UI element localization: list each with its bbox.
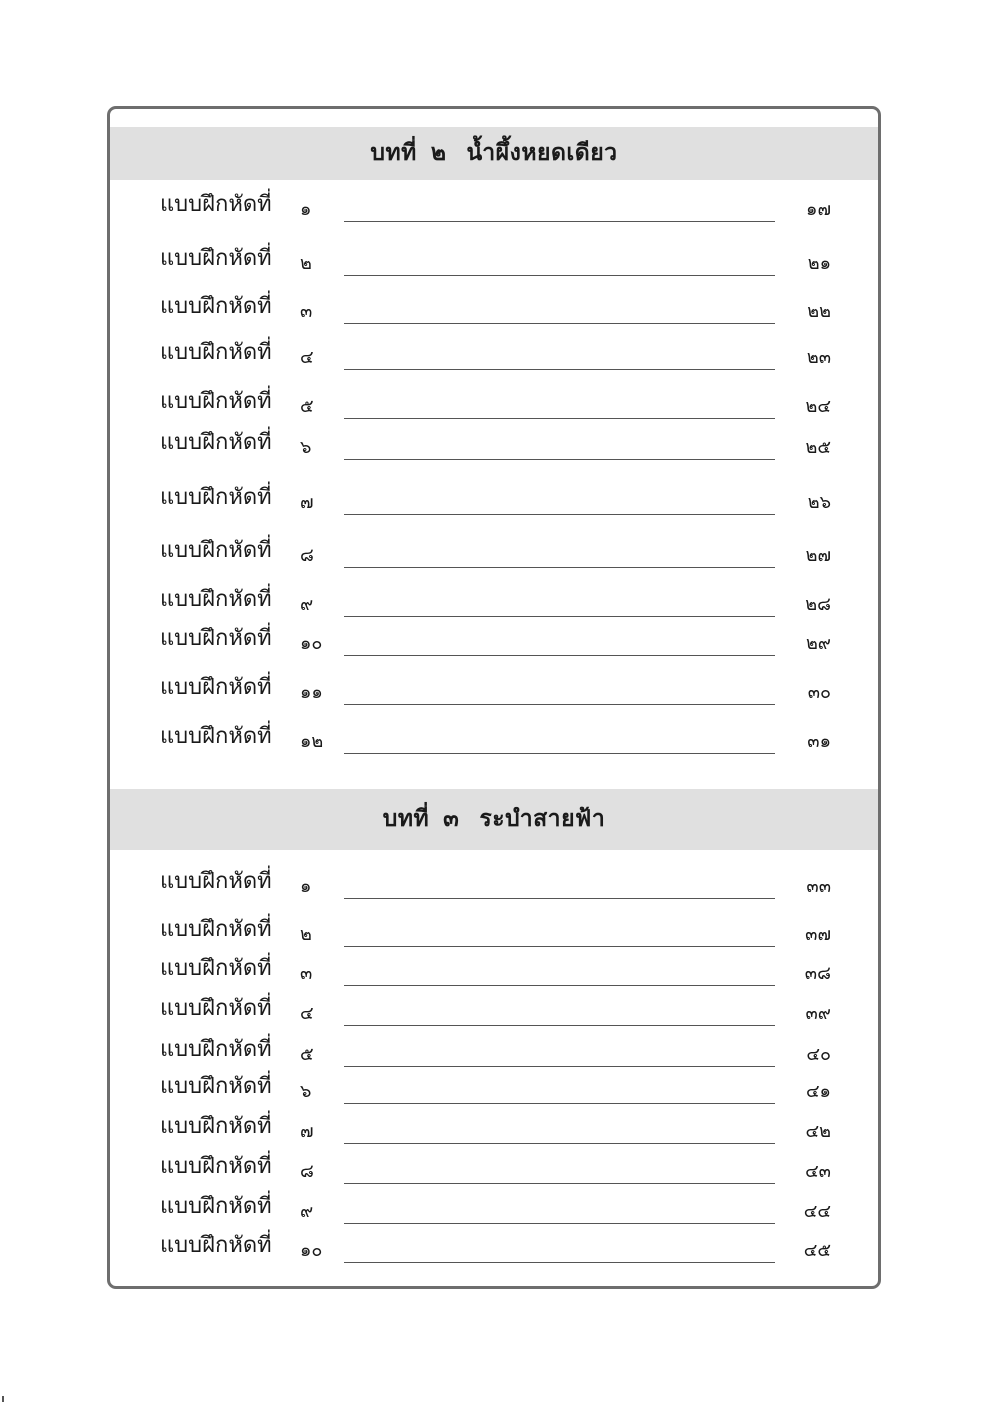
page-number: ๔๓ [805,1161,831,1182]
exercise-number: ๒ [300,924,312,945]
toc-entry[interactable] [110,956,878,992]
leader-line [344,1103,775,1104]
page-number: ๓๑ [807,731,831,752]
exercise-number: ๕ [300,396,314,417]
chapter-header [110,127,878,180]
page-number: ๓๘ [804,963,831,984]
leader-line [344,946,775,947]
page-number: ๒๖ [807,492,831,513]
exercise-number: ๔ [300,347,314,368]
toc-entry[interactable] [110,1074,878,1110]
exercise-number: ๗ [300,492,314,513]
leader-line [344,1223,775,1224]
toc-entry[interactable] [110,246,878,282]
leader-line [344,753,775,754]
chapter-title: น้ำผึ้งหยดเดียว [466,140,618,166]
exercise-number: ๓ [300,301,313,322]
exercise-number: ๑๐ [300,633,323,654]
exercise-label: แบบฝึกหัดที่ [160,956,272,981]
page-number: ๒๕ [805,437,831,458]
exercise-number: ๙ [300,1201,314,1222]
leader-line [344,418,775,419]
leader-line [344,323,775,324]
toc-entry[interactable] [110,996,878,1032]
exercise-number: ๖ [300,1081,312,1102]
exercise-number: ๔ [300,1003,314,1024]
exercise-number: ๘ [300,1161,314,1182]
exercise-label: แบบฝึกหัดที่ [160,1194,272,1219]
exercise-number: ๑๒ [300,731,324,752]
exercise-label: แบบฝึกหัดที่ [160,675,272,700]
exercise-number: ๕ [300,1044,314,1065]
toc-entry[interactable] [110,192,878,228]
exercise-number: ๗ [300,1121,314,1142]
leader-line [344,1183,775,1184]
toc-entry[interactable] [110,1114,878,1150]
toc-entry[interactable] [110,430,878,466]
exercise-number: ๓ [300,963,313,984]
page-number: ๒๔ [805,396,831,417]
exercise-number: ๒ [300,253,312,274]
exercise-label: แบบฝึกหัดที่ [160,340,272,365]
exercise-label: แบบฝึกหัดที่ [160,192,272,217]
leader-line [344,655,775,656]
exercise-number: ๘ [300,545,314,566]
leader-line [344,514,775,515]
toc-entry[interactable] [110,1194,878,1230]
page-number: ๔๕ [803,1240,831,1261]
toc-entry[interactable] [110,340,878,376]
toc-entry[interactable] [110,294,878,330]
chapter-title: ระบำสายฟ้า [479,806,606,832]
leader-line [344,567,775,568]
exercise-label: แบบฝึกหัดที่ [160,869,272,894]
page-number: ๓๐ [807,682,831,703]
exercise-label: แบบฝึกหัดที่ [160,724,272,749]
page-number: ๓๗ [805,924,831,945]
exercise-label: แบบฝึกหัดที่ [160,389,272,414]
exercise-number: ๙ [300,594,314,615]
toc-entry[interactable] [110,626,878,662]
leader-line [344,459,775,460]
leader-line [344,1143,775,1144]
chapter-prefix: บทที่ [370,140,417,166]
leader-line [344,704,775,705]
leader-line [344,1262,775,1263]
toc-entry[interactable] [110,485,878,521]
chapter-prefix: บทที่ [382,806,430,832]
exercise-label: แบบฝึกหัดที่ [160,294,272,319]
exercise-label: แบบฝึกหัดที่ [160,1114,272,1139]
exercise-label: แบบฝึกหัดที่ [160,485,272,510]
exercise-number: ๖ [300,437,312,458]
leader-line [344,898,775,899]
exercise-number: ๑๑ [300,682,323,703]
page-number: ๓๙ [805,1003,831,1024]
exercise-label: แบบฝึกหัดที่ [160,1037,272,1062]
exercise-label: แบบฝึกหัดที่ [160,996,272,1021]
page-number: ๔๐ [806,1044,831,1065]
exercise-label: แบบฝึกหัดที่ [160,246,272,271]
page-number: ๓๓ [806,876,831,897]
page-number: ๒๘ [805,594,831,615]
exercise-label: แบบฝึกหัดที่ [160,626,272,651]
toc-entry[interactable] [110,389,878,425]
leader-line [344,985,775,986]
chapter-header [110,789,878,850]
exercise-label: แบบฝึกหัดที่ [160,587,272,612]
page-number: ๒๙ [805,633,831,654]
exercise-number: ๑ [300,199,312,220]
page-number: ๔๔ [803,1201,831,1222]
leader-line [344,1066,775,1067]
exercise-label: แบบฝึกหัดที่ [160,538,272,563]
page-number: ๒๗ [805,545,831,566]
page-number: ๔๑ [805,1081,831,1102]
page-number: ๒๒ [807,301,831,322]
chapter-number: ๒ [430,140,447,166]
exercise-number: ๑ [300,876,312,897]
toc-entry[interactable] [110,1233,878,1269]
toc-entry[interactable] [110,869,878,905]
toc-entry[interactable] [110,538,878,574]
toc-entry[interactable] [110,675,878,711]
exercise-label: แบบฝึกหัดที่ [160,1074,272,1099]
exercise-label: แบบฝึกหัดที่ [160,1233,272,1258]
leader-line [344,1025,775,1026]
page-number: ๒๓ [806,347,831,368]
exercise-number: ๑๐ [300,1240,323,1261]
toc-entry[interactable] [110,587,878,623]
exercise-label: แบบฝึกหัดที่ [160,917,272,942]
page-number: ๑๗ [806,199,831,220]
toc-entry[interactable] [110,1154,878,1190]
chapter-number: ๓ [443,806,460,832]
toc-entry[interactable] [110,724,878,760]
corner-mark [2,1396,4,1402]
leader-line [344,275,775,276]
leader-line [344,616,775,617]
leader-line [344,369,775,370]
toc-entry[interactable] [110,917,878,953]
page-number: ๔๒ [805,1121,831,1142]
toc-frame [107,106,881,1289]
exercise-label: แบบฝึกหัดที่ [160,1154,272,1179]
exercise-label: แบบฝึกหัดที่ [160,430,272,455]
page-number: ๒๑ [807,253,831,274]
leader-line [344,221,775,222]
